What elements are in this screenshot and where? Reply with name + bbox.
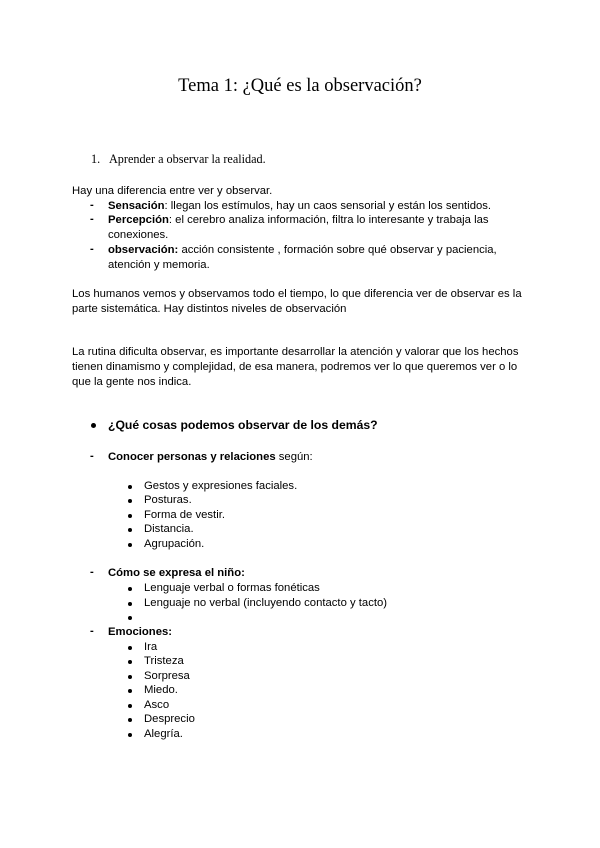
definition-text: acción consistente , formación sobre qué observar y paciencia, [178,244,497,256]
list-item: Gestos y expresiones faciales. [144,480,298,492]
bullet-icon [128,485,132,489]
bullet-icon [128,733,132,737]
dash-bullet: - [90,213,94,225]
definition-term: Percepción [108,214,169,226]
bullet-icon [128,704,132,708]
bullet-icon [128,528,132,532]
list-item: Miedo. [144,684,178,696]
definition-term: observación: [108,244,179,256]
definition-observacion [108,243,497,258]
bullet-icon [128,660,132,664]
bullet-icon [128,616,132,620]
dash-bullet: - [90,625,94,637]
dash-bullet: - [90,243,94,255]
group-suffix: según: [275,451,313,463]
list-item: Posturas. [144,494,192,506]
group-emociones-heading [108,625,172,640]
definition-text: : llegan los estímulos, hay un caos sensorial y están los sentidos. [164,200,492,212]
list-item: Desprecio [144,713,195,725]
definition-continuation: conexiones. [108,229,169,241]
group-conocer-heading [108,450,313,465]
paragraph-1-line: parte sistemática. Hay distintos niveles de observación [72,303,347,315]
bullet-icon [128,587,132,591]
bullet-icon [91,423,96,428]
list-item: Lenguaje no verbal (incluyendo contacto y tacto) [144,597,388,609]
paragraph-2-line: tienen dinamismo y complejidad, de esa manera, podremos ver lo que queremos ver o lo [72,361,518,373]
intro-text: Hay una diferencia entre ver y observar. [72,185,273,197]
bullet-icon [128,602,132,606]
paragraph-2-line: que la gente nos indica. [72,376,192,388]
list-number: 1. [91,152,101,166]
page-title: Tema 1: ¿Qué es la observación? [178,76,422,96]
group-term: Conocer personas y relaciones [108,451,276,463]
list-item: Distancia. [144,523,194,535]
group-nino-heading [108,566,245,581]
group-term: Cómo se expresa el niño: [108,567,245,579]
list-item: Forma de vestir. [144,509,225,521]
list-item: Lenguaje verbal o formas fonéticas [144,582,320,594]
dash-bullet: - [90,199,94,211]
bullet-icon [128,675,132,679]
definition-term: Sensación [108,200,165,212]
definition-text: : el cerebro analiza información, filtra lo interesante y trabaja las [168,214,489,226]
paragraph-2-line: La rutina dificulta observar, es importante desarrollar la atención y valorar que los hechos [72,346,519,358]
group-term: Emociones: [108,626,173,638]
bullet-icon [128,689,132,693]
list-item: Agrupación. [144,538,205,550]
list-item: Ira [144,641,158,653]
definition-sensacion [108,199,491,214]
numbered-item-text: Aprender a observar la realidad. [109,152,266,166]
section-heading: ¿Qué cosas podemos observar de los demás? [108,418,378,432]
dash-bullet: - [90,450,94,462]
bullet-icon [128,543,132,547]
list-item: Sorpresa [144,670,190,682]
bullet-icon [128,718,132,722]
definition-continuation: atención y memoria. [108,259,210,271]
bullet-icon [128,499,132,503]
definition-percepcion [108,213,489,228]
list-item: Tristeza [144,655,184,667]
list-item: Alegría. [144,728,183,740]
bullet-icon [128,646,132,650]
paragraph-1-line: Los humanos vemos y observamos todo el tiempo, lo que diferencia ver de observar es la [72,288,522,300]
dash-bullet: - [90,566,94,578]
bullet-icon [128,514,132,518]
list-item: Asco [144,699,170,711]
